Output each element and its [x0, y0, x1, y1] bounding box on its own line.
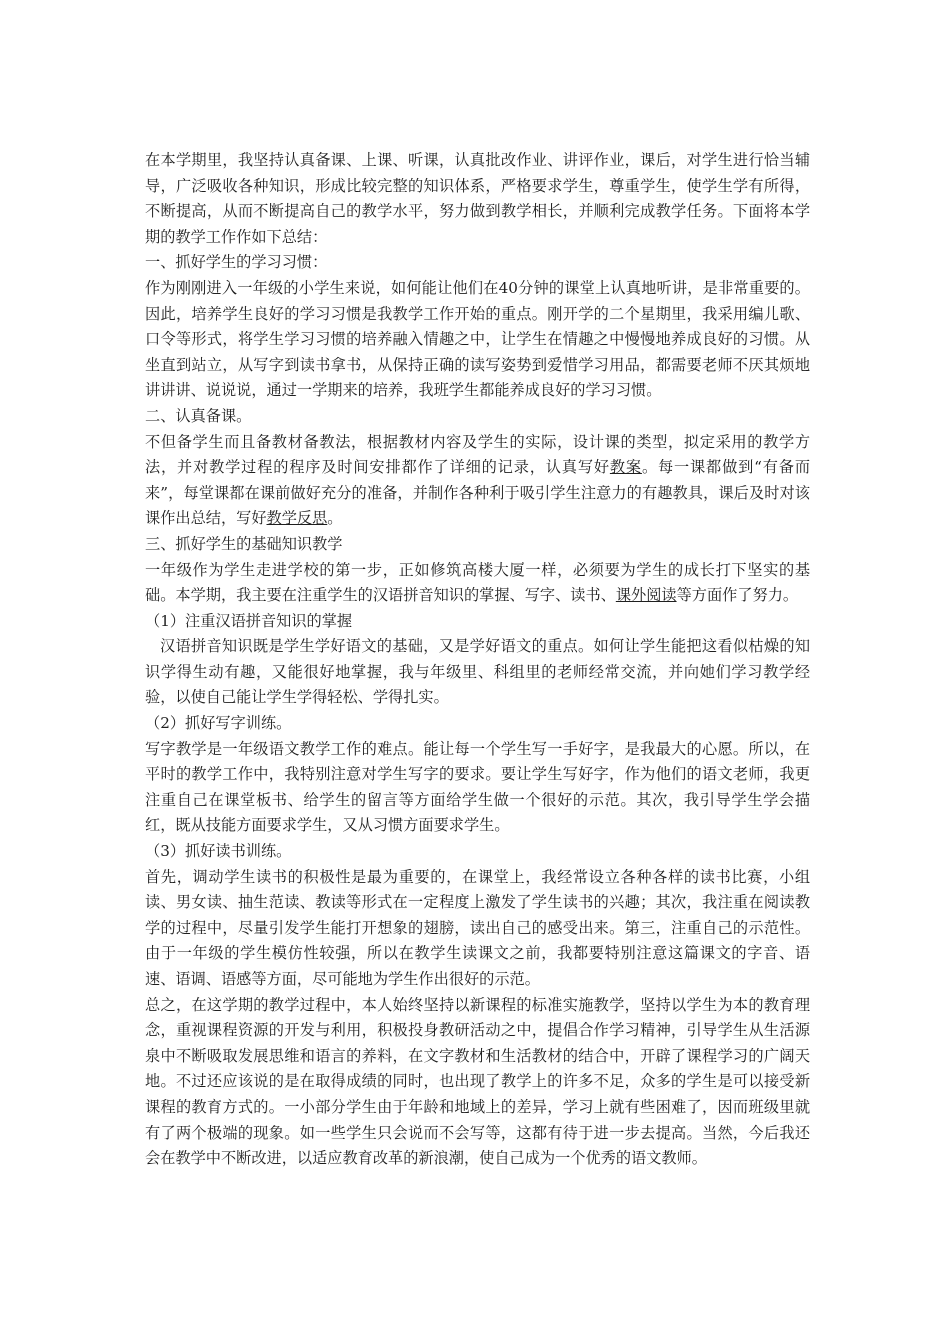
lesson-plan-link[interactable]: 教案 — [609, 458, 642, 477]
section-3-paragraph — [145, 558, 810, 609]
teaching-reflection-link[interactable]: 教学反思 — [266, 509, 328, 528]
section-2-text-2: 。每一课都做到“有备而来”，每堂课都在课前做好充分的准备，并制作各种利于吸引学生注意力的有趣教具，课后及时对该课作出总结，写好 — [145, 458, 811, 528]
section-2-text-1: 不但备学生而且备教材备教法，根据教材内容及学生的实际，设计课的类型，拟定采用的教学方法，并对教学过程的程序及时间安排都作了详细的记录，认真写好 — [145, 432, 810, 477]
section-3-text-2: 等方面作了努力。 — [676, 586, 799, 605]
section-1-paragraph: 作为刚刚进入一年级的小学生来说，如何能让他们在40分钟的课堂上认真地听讲，是非常重要的。因此，培养学生良好的学习习惯是我教学工作开始的重点。刚开学的二个星期里，我采用编儿歌、口令等形式，将学生学习习惯的培养融入情趣之中，让学生在情趣之中慢慢地养成良好的习惯。从坐直到站立，从写字到读书拿书，从保持正确的读写姿势到爱惜学习用品，都需要老师不厌其烦地讲讲讲、说说说，通过一学期来的培养，我班学生都能养成良好的学习习惯。 — [145, 278, 810, 400]
subsection-1-heading: （1）注重汉语拼音知识的掌握 — [145, 611, 353, 630]
intro-paragraph: 在本学期里，我坚持认真备课、上课、听课，认真批改作业、讲评作业，课后，对学生进行恰当辅导，广泛吸收各种知识，形成比较完整的知识体系，严格要求学生，尊重学生，使学生学有所得，不断提高，从而不断提高自己的教学水平，努力做到教学相长，并顺利完成教学任务。下面将本学期的教学工作作如下总结： — [145, 151, 810, 246]
subsection-2-heading: （2）抓好写字训练。 — [145, 714, 292, 733]
section-2-heading: 二、认真备课。 — [145, 406, 252, 425]
subsection-3-paragraph: 首先，调动学生读书的积极性是最为重要的，在课堂上，我经常设立各种各样的读书比赛，小组读、男女读、抽生范读、教读等形式在一定程度上激发了学生读书的兴趣；其次，我注重在阅读教学的过程中，尽量引发学生能打开想象的翅膀，读出自己的感受出来。第三，注重自己的示范性。由于一年级的学生模仿性较强，所以在教学生读课文之前，我都要特别注意这篇课文的字音、语速、语调、语感等方面，尽可能地为学生作出很好的示范。 — [145, 867, 810, 988]
section-3-text-1: 一年级作为学生走进学校的第一步，正如修筑高楼大厦一样，必须要为学生的成长打下坚实的基础。本学期，我主要在注重学生的汉语拼音知识的掌握、写字、读书、 — [145, 560, 810, 605]
section-3-heading: 三、抓好学生的基础知识教学 — [145, 534, 343, 553]
subsection-3-heading: （3）抓好读书训练。 — [145, 842, 292, 861]
section-1-heading: 一、抓好学生的学习习惯： — [145, 253, 328, 272]
section-2-text-3: 。 — [327, 509, 343, 528]
section-2-paragraph — [145, 430, 810, 532]
document-body — [145, 148, 810, 1172]
subsection-2-paragraph: 写字教学是一年级语文教学工作的难点。能让每一个学生写一手好字，是我最大的心愿。所以，在平时的教学工作中，我特别注意对学生写字的要求。要让学生写好字，作为他们的语文老师，我更注重自己在课堂板书、给学生的留言等方面给学生做一个很好的示范。其次，我引导学生学会描红，既从技能方面要求学生，又从习惯方面要求学生。 — [145, 739, 810, 835]
subsection-1-paragraph: 汉语拼音知识既是学生学好语文的基础，又是学好语文的重点。如何让学生能把这看似枯燥的知识学得生动有趣，又能很好地掌握，我与年级里、科组里的老师经常交流，并向她们学习教学经验，以使自己能让学生学得轻松、学得扎实。 — [145, 637, 810, 707]
conclusion-paragraph: 总之，在这学期的教学过程中，本人始终坚持以新课程的标准实施教学，坚持以学生为本的教育理念，重视课程资源的开发与利用，积极投身教研活动之中，提倡合作学习精神，引导学生从生活源泉中不断吸取发展思维和语言的养料，在文字教材和生活教材的结合中，开辟了课程学习的广阔天地。不过还应该说的是在取得成绩的同时，也出现了教学上的许多不足，众多的学生是可以接受新课程的教育方式的。一小部分学生由于年龄和地域上的差异，学习上就有些困难了，因而班级里就有了两个极端的现象。如一些学生只会说而不会写等，这都有待于进一步去提高。当然，今后我还会在教学中不断改进，以适应教育改革的新浪潮，使自己成为一个优秀的语文教师。 — [145, 995, 810, 1168]
extracurricular-reading-link[interactable]: 课外阅读 — [615, 586, 677, 605]
